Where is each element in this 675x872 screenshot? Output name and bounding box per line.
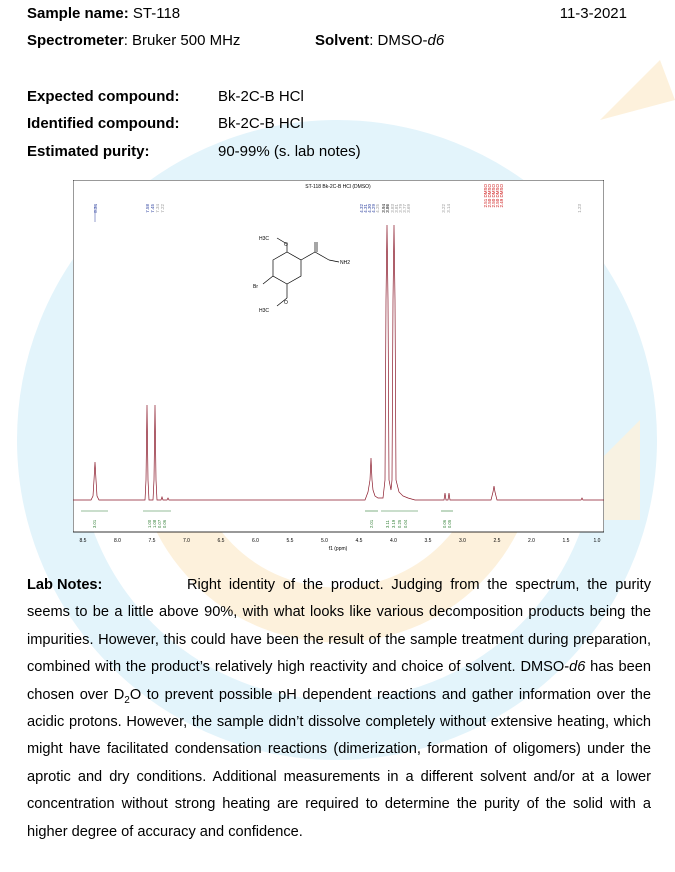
svg-text:2.50 DMSO: 2.50 DMSO bbox=[491, 184, 496, 208]
lab-notes-text-3: O to prevent possible pH dependent reactions and gather information over the acidic protons. However, the sample didn’t dissolve completely without extensive heating, which might have facilitated condensation reactions (dimerization, formation of oligomers) under the aprotic and dry conditions. Additional measurements in a different solvent and/or at a lower concentration without strong heating are required to determine the purity of the solid with a higher degree of accuracy and confidence. bbox=[27, 686, 651, 840]
x-tick: 6.5 bbox=[217, 538, 225, 544]
svg-text:NH2: NH2 bbox=[340, 260, 351, 266]
lab-notes-label: Lab Notes: bbox=[27, 577, 103, 593]
svg-text:3.79: 3.79 bbox=[398, 204, 403, 213]
nmr-spectrum bbox=[73, 180, 604, 554]
svg-text:7.58: 7.58 bbox=[145, 204, 150, 213]
x-tick: 8.5 bbox=[79, 538, 87, 544]
lab-notes-subscript: 2 bbox=[124, 694, 130, 706]
nmr-spectrum-plot bbox=[73, 180, 604, 554]
svg-text:3.19: 3.19 bbox=[391, 519, 396, 528]
x-tick: 8.0 bbox=[114, 538, 121, 544]
svg-text:H3C: H3C bbox=[259, 236, 270, 242]
svg-text:3.69: 3.69 bbox=[406, 204, 411, 213]
svg-text:4.30: 4.30 bbox=[367, 204, 372, 213]
x-tick: 7.0 bbox=[183, 538, 190, 544]
svg-text:H3C: H3C bbox=[259, 308, 270, 314]
svg-text:3.86: 3.86 bbox=[385, 204, 390, 213]
x-tick: 4.0 bbox=[390, 538, 397, 544]
peak-labels-solvent bbox=[483, 184, 504, 208]
svg-text:1.23: 1.23 bbox=[577, 204, 582, 213]
solvent-value-italic: d6 bbox=[427, 32, 445, 49]
x-tick: 2.0 bbox=[528, 538, 535, 544]
estimated-purity-label: Estimated purity: bbox=[27, 143, 150, 160]
svg-text:O: O bbox=[284, 242, 288, 248]
identified-compound-label: Identified compound: bbox=[27, 115, 180, 132]
estimated-purity-value: 90-99% (s. lab notes) bbox=[218, 143, 361, 160]
svg-text:0.25: 0.25 bbox=[397, 519, 402, 528]
svg-text:3.11: 3.11 bbox=[385, 520, 390, 528]
svg-text:2.50 DMSO: 2.50 DMSO bbox=[487, 184, 492, 208]
svg-text:1.08: 1.08 bbox=[152, 519, 157, 528]
peak-labels-mid bbox=[359, 204, 411, 213]
svg-text:2.49 DMSO: 2.49 DMSO bbox=[499, 184, 504, 208]
peak-labels-aromatic bbox=[145, 204, 165, 213]
peak-label-1-23 bbox=[577, 204, 582, 213]
svg-text:3.83: 3.83 bbox=[390, 204, 395, 213]
solvent-label: Solvent bbox=[315, 32, 370, 49]
sample-value: ST-118 bbox=[132, 5, 181, 22]
lab-notes-text-2: has been chosen over D bbox=[27, 659, 651, 703]
lab-notes-italic: d6 bbox=[569, 659, 586, 676]
svg-text:3.81: 3.81 bbox=[394, 204, 399, 213]
x-tick: 3.0 bbox=[459, 538, 466, 544]
x-tick: 4.5 bbox=[355, 538, 363, 544]
report-date: 11-3-2021 bbox=[559, 5, 627, 22]
svg-text:4.29: 4.29 bbox=[371, 204, 376, 213]
svg-text:O: O bbox=[284, 300, 288, 306]
svg-text:4.25: 4.25 bbox=[375, 204, 380, 213]
svg-text:2.50 DMSO: 2.50 DMSO bbox=[495, 184, 500, 208]
lab-notes bbox=[27, 572, 651, 846]
svg-text:0.06: 0.06 bbox=[162, 519, 167, 528]
svg-text:2.01: 2.01 bbox=[369, 519, 374, 528]
peak-labels-low bbox=[441, 204, 451, 213]
svg-text:4.31: 4.31 bbox=[363, 204, 368, 213]
svg-text:0.05: 0.05 bbox=[447, 519, 452, 528]
x-tick: 7.5 bbox=[148, 538, 156, 544]
sample-label: Sample name: bbox=[27, 5, 129, 22]
svg-text:0.06: 0.06 bbox=[442, 519, 447, 528]
x-tick: 1.0 bbox=[593, 538, 601, 544]
x-tick: 6.0 bbox=[252, 538, 259, 544]
x-tick: 3.5 bbox=[424, 538, 432, 544]
svg-text:7.45: 7.45 bbox=[150, 204, 155, 213]
svg-text:2.51 DMSO: 2.51 DMSO bbox=[483, 184, 488, 208]
x-tick: 2.5 bbox=[493, 538, 501, 544]
expected-compound-label: Expected compound: bbox=[27, 88, 180, 105]
svg-text:Br: Br bbox=[253, 284, 258, 290]
svg-text:7.22: 7.22 bbox=[160, 204, 165, 213]
x-tick: 5.0 bbox=[321, 538, 328, 544]
expected-compound-value: Bk-2C-B HCl bbox=[218, 88, 304, 105]
svg-text:3.14: 3.14 bbox=[446, 204, 451, 213]
solvent bbox=[315, 32, 444, 50]
svg-text:3.22: 3.22 bbox=[441, 204, 446, 213]
svg-text:0.04: 0.04 bbox=[403, 519, 408, 528]
x-axis-label: f1 (ppm) bbox=[328, 546, 348, 552]
svg-text:3.77: 3.77 bbox=[402, 204, 407, 213]
x-tick: 1.5 bbox=[562, 538, 570, 544]
svg-text:0.07: 0.07 bbox=[157, 519, 162, 528]
svg-text:1.00: 1.00 bbox=[147, 519, 152, 528]
spectrometer-label: Spectrometer bbox=[27, 32, 124, 49]
svg-text:4.32: 4.32 bbox=[359, 204, 364, 213]
spectrometer bbox=[27, 32, 240, 50]
solvent-value: : DMSO- bbox=[369, 32, 428, 49]
x-axis bbox=[80, 538, 601, 552]
svg-text:3.01: 3.01 bbox=[92, 519, 97, 528]
spectrometer-value: : Bruker 500 MHz bbox=[123, 32, 241, 49]
svg-text:3.94: 3.94 bbox=[381, 204, 386, 213]
svg-text:8.34: 8.34 bbox=[93, 204, 98, 213]
sample-name bbox=[27, 5, 180, 23]
spectrum-title: ST-118 Bk-2C-B HCl (DMSO) bbox=[305, 184, 371, 190]
x-tick: 5.5 bbox=[286, 538, 294, 544]
lab-notes-text-1: Right identity of the product. Judging from the spectrum, the purity seems to be a little above 90%, with what looks like various decomposition products being the impurities. However, this could have been the result of the sample treatment during preparation, combined with the product’s relatively high reactivity and choice of solvent. DMSO- bbox=[27, 577, 651, 676]
plot-frame bbox=[73, 180, 604, 532]
identified-compound-value: Bk-2C-B HCl bbox=[218, 115, 304, 132]
svg-text:7.34: 7.34 bbox=[155, 204, 160, 213]
